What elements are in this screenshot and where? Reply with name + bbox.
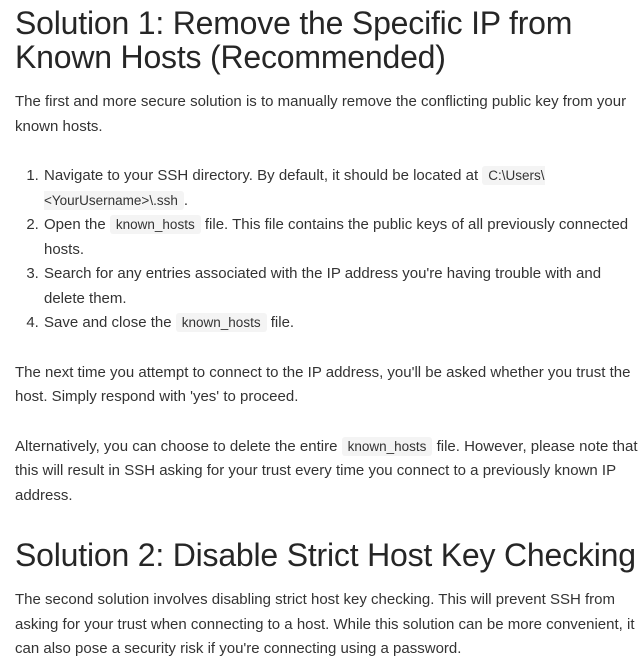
step-text: file. [266,314,295,331]
known-hosts-code: known_hosts [110,215,201,234]
alternative-paragraph [15,435,640,509]
solution-1-heading: Solution 1: Remove the Specific IP from Known Hosts (Recommended) [15,5,573,75]
article [15,0,640,662]
step-item [43,311,640,336]
known-hosts-code: known_hosts [342,437,433,456]
ssh-path-code: C:\Users\<YourUsername>\.ssh [44,168,545,208]
solution-1-intro: The first and more secure solution is to manually remove the conflicting public key from your known hosts. [15,93,627,135]
alternative-text: file. However, please note that this will result in SSH asking for your trust every time you connect to a previously known IP address. [15,437,638,504]
step-item [43,262,640,311]
step-item [43,213,640,262]
next-time-paragraph: The next time you attempt to connect to the IP address, you'll be asked whether you trust the host. Simply respond with 'yes' to proceed. [15,363,631,405]
step-text: Open the [44,216,110,233]
step-item [43,164,640,213]
steps-list [15,164,640,336]
known-hosts-code: known_hosts [176,313,267,332]
step-text: Search for any entries associated with the IP address you're having trouble with and delete them. [44,265,602,307]
alternative-text: Alternatively, you can choose to delete the entire [15,437,342,455]
step-text: . [183,191,188,209]
solution-2-heading: Solution 2: Disable Strict Host Key Checking [15,537,636,573]
solution-2-intro: The second solution involves disabling strict host key checking. This will prevent SSH from asking for your trust when connecting to a host. While this solution can be more convenient, it can also pose a security risk if you're connecting using a password. [15,591,635,657]
step-text: Navigate to your SSH directory. By default, it should be located at [44,167,483,184]
step-text: Save and close the [44,314,176,331]
step-text: file. This file contains the public keys of all previously connected hosts. [44,216,629,258]
